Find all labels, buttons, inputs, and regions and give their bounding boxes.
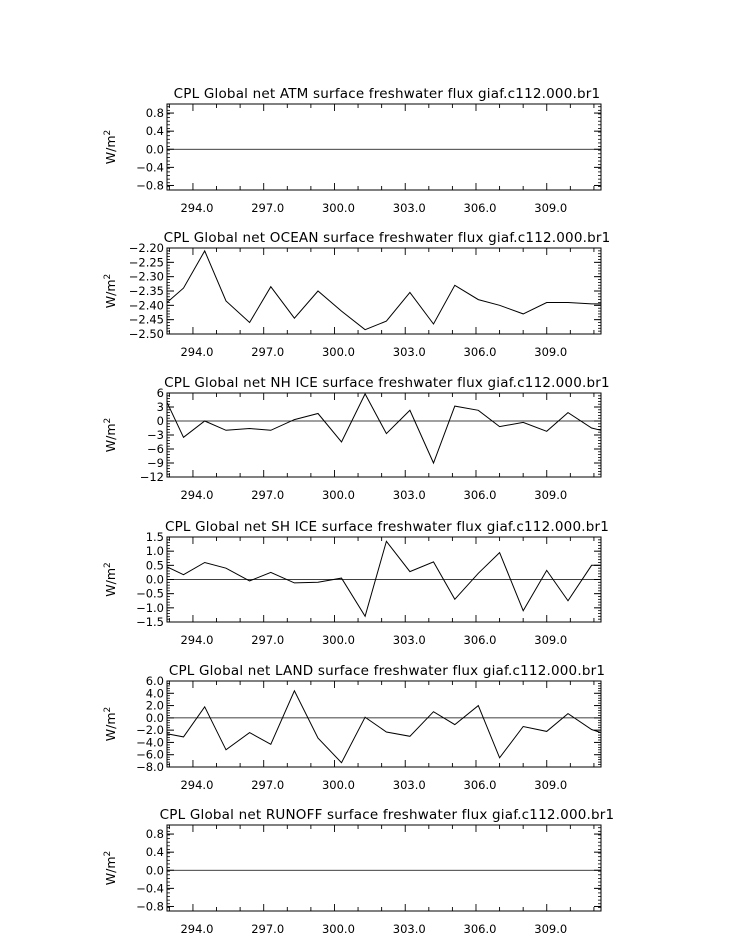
y-tick-label: 4.0: [145, 686, 164, 701]
x-tick-label: 306.0: [463, 633, 497, 647]
y-tick-label: 0.0: [145, 572, 164, 587]
y-tick-label: −1.0: [136, 600, 164, 615]
y-tick-label: 2.0: [145, 698, 164, 713]
series-line: [167, 394, 601, 463]
y-tick-label: −6: [147, 442, 164, 456]
y-tick-label: −2.45: [128, 312, 164, 327]
y-axis-label: $W/m^2$: [103, 706, 118, 742]
y-tick-label: −3: [147, 428, 164, 442]
x-tick-label: 297.0: [251, 345, 285, 359]
x-tick-label: 309.0: [534, 778, 568, 792]
y-tick-label: 0.0: [145, 142, 164, 157]
x-tick-label: 300.0: [321, 345, 355, 359]
y-tick-label: −0.5: [136, 586, 164, 601]
y-tick-label: −0.4: [136, 881, 164, 896]
y-axis-label: $W/m^2$: [103, 273, 118, 309]
plot-frame: [167, 825, 601, 911]
x-tick-label: 300.0: [321, 778, 355, 792]
chart-title: CPL Global net LAND surface freshwater flux giaf.c112.000.br1: [168, 663, 606, 679]
x-tick-label: 297.0: [251, 488, 285, 502]
x-tick-label: 303.0: [392, 345, 426, 359]
y-tick-label: −2.20: [128, 241, 164, 255]
panel-6: [103, 807, 614, 936]
x-tick-label: 294.0: [180, 488, 214, 502]
y-tick-label: 0.4: [145, 845, 164, 860]
y-tick-label: 6.0: [145, 674, 164, 688]
x-tick-label: 297.0: [251, 633, 285, 647]
y-axis-label: $W/m^2$: [103, 417, 118, 453]
panel-5: [103, 663, 605, 792]
x-tick-label: 306.0: [463, 488, 497, 502]
x-tick-label: 294.0: [180, 201, 214, 215]
y-tick-label: 0.8: [145, 106, 164, 121]
x-tick-label: 303.0: [392, 778, 426, 792]
y-tick-label: −2.30: [128, 269, 164, 284]
y-tick-label: −6.0: [136, 747, 164, 762]
y-tick-label: 0.5: [145, 558, 164, 573]
x-tick-label: 300.0: [321, 633, 355, 647]
y-tick-label: −2.40: [128, 298, 164, 313]
y-tick-label: 0.0: [145, 710, 164, 725]
y-tick-label: 6: [156, 386, 164, 400]
y-tick-label: −1.5: [136, 615, 164, 629]
y-tick-label: −2.35: [128, 284, 164, 298]
x-tick-label: 294.0: [180, 922, 214, 936]
x-tick-label: 297.0: [251, 922, 285, 936]
chart-title: CPL Global net RUNOFF surface freshwater flux giaf.c112.000.br1: [159, 807, 615, 823]
y-tick-label: −12: [139, 470, 164, 484]
y-tick-label: −0.4: [136, 160, 164, 175]
x-tick-label: 306.0: [463, 201, 497, 215]
x-tick-label: 303.0: [392, 922, 426, 936]
x-tick-label: 300.0: [321, 201, 355, 215]
series-line: [167, 251, 601, 330]
x-tick-label: 309.0: [534, 488, 568, 502]
panel-3: [103, 375, 610, 502]
chart-title: CPL Global net ATM surface freshwater flux giaf.c112.000.br1: [173, 86, 601, 102]
y-axis-label: $W/m^2$: [103, 129, 118, 165]
plot-frame: [167, 393, 601, 477]
x-tick-label: 294.0: [180, 633, 214, 647]
y-tick-label: 0.8: [145, 827, 164, 842]
x-tick-label: 297.0: [251, 201, 285, 215]
x-tick-label: 300.0: [321, 922, 355, 936]
y-tick-label: −0.8: [136, 899, 164, 914]
y-tick-label: 1.0: [145, 544, 164, 559]
plot-frame: [167, 681, 601, 767]
x-tick-label: 306.0: [463, 922, 497, 936]
y-tick-label: −2.0: [136, 723, 164, 738]
y-tick-label: 3: [156, 400, 164, 414]
x-tick-label: 303.0: [392, 633, 426, 647]
x-tick-label: 303.0: [392, 488, 426, 502]
x-tick-label: 294.0: [180, 778, 214, 792]
plot-frame: [167, 104, 601, 190]
x-tick-label: 309.0: [534, 922, 568, 936]
x-tick-label: 309.0: [534, 201, 568, 215]
x-tick-label: 294.0: [180, 345, 214, 359]
y-tick-label: 0.4: [145, 124, 164, 139]
y-tick-label: 1.5: [145, 530, 164, 544]
x-tick-label: 306.0: [463, 345, 497, 359]
x-tick-label: 306.0: [463, 778, 497, 792]
y-tick-label: 0: [156, 414, 164, 428]
chart-title: CPL Global net OCEAN surface freshwater flux giaf.c112.000.br1: [163, 230, 611, 246]
chart-title: CPL Global net NH ICE surface freshwater flux giaf.c112.000.br1: [164, 375, 610, 391]
panel-4: [103, 519, 609, 647]
y-axis-label: $W/m^2$: [103, 850, 118, 886]
x-tick-label: 297.0: [251, 778, 285, 792]
panel-1: [103, 86, 601, 215]
y-tick-label: 0.0: [145, 863, 164, 878]
y-tick-label: −4.0: [136, 735, 164, 750]
y-axis-label: $W/m^2$: [103, 562, 118, 597]
y-tick-label: −8.0: [136, 760, 164, 774]
y-tick-label: −9: [147, 456, 164, 470]
x-tick-label: 309.0: [534, 633, 568, 647]
series-line: [167, 541, 601, 616]
panel-2: [103, 230, 610, 359]
series-line: [167, 691, 601, 763]
y-tick-label: −0.8: [136, 178, 164, 193]
plot-frame: [167, 248, 601, 334]
x-tick-label: 300.0: [321, 488, 355, 502]
x-tick-label: 303.0: [392, 201, 426, 215]
y-tick-label: −2.50: [128, 327, 164, 341]
chart-title: CPL Global net SH ICE surface freshwater flux giaf.c112.000.br1: [164, 519, 610, 535]
y-tick-label: −2.25: [128, 255, 164, 270]
x-tick-label: 309.0: [534, 345, 568, 359]
